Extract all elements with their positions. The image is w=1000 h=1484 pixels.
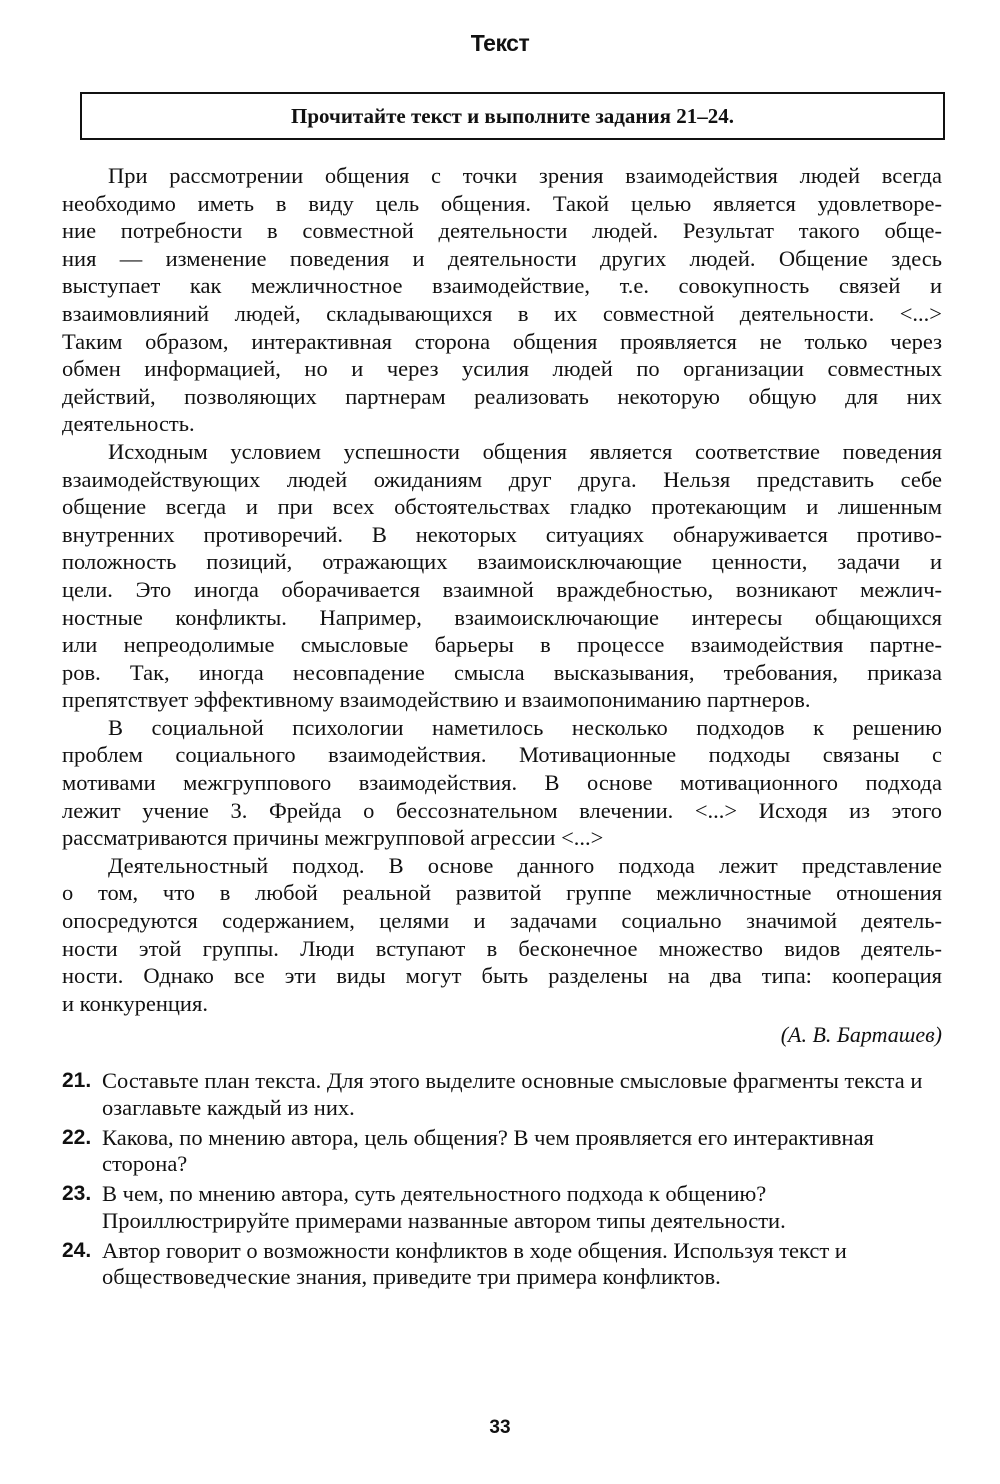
text-line: мотивами межгруппового взаимодействия. В основе мотивационного подхода [62, 770, 942, 796]
questions-list [62, 1068, 942, 1294]
text-line: взаимодействующих людей ожиданиям друг друга. Нельзя представить себе [62, 466, 942, 492]
question-text: Какова, по мнению автора, цель общения? В чем проявляется его интерактивная сторона? [102, 1124, 874, 1176]
text-line: общение всегда и при всех обстоятельствах гладко протекающим и лишенным [62, 494, 942, 520]
text-line: Исходным условием успешности общения является соответствие поведения [108, 438, 942, 464]
question-number: 23. [62, 1182, 92, 1205]
question-text: В чем, по мнению автора, суть деятельностного подхода к общению? Проиллюстрируйте примерами названные автором типы деятельности. [102, 1181, 786, 1233]
text-line: рассматриваются причины межгрупповой агрессии <...> [62, 825, 604, 851]
text-line: ности. Однако все эти виды могут быть разделены на два типа: кооперация [62, 963, 942, 989]
text-line: и конкуренция. [62, 990, 208, 1016]
text-line: взаимовлияний людей, складывающихся в их совместной деятельности. <...> [62, 300, 942, 326]
paragraph [62, 162, 942, 438]
question-item [62, 1238, 942, 1291]
text-line: о том, что в любой реальной развитой группе межличностные отношения [62, 880, 942, 906]
text-line: лежит учение 3. Фрейда о бессознательном влечении. <...> Исходя из этого [62, 797, 942, 823]
text-line: цели. Это иногда оборачивается взаимной враждебностью, возникают межлич- [62, 576, 942, 602]
text-line: проблем социального взаимодействия. Мотивационные подходы связаны с [62, 742, 942, 768]
question-item [62, 1125, 942, 1178]
paragraph [62, 852, 942, 1018]
text-line: опосредуются содержанием, целями и задачами социально значимой деятель- [62, 908, 942, 934]
question-item [62, 1068, 942, 1121]
text-line: необходимо иметь в виду цель общения. Такой целью является удовлетворе- [62, 190, 942, 216]
text-line: ностные конфликты. Например, взаимоисключающие интересы общающихся [62, 604, 942, 630]
text-line: При рассмотрении общения с точки зрения взаимодействия людей всегда [108, 163, 942, 188]
text-line: Таким образом, интерактивная сторона общения проявляется не только через [62, 328, 942, 354]
question-text: Автор говорит о возможности конфликтов в ходе общения. Используя текст и обществоведческие знания, приведите три примера конфликтов. [102, 1237, 847, 1289]
text-line: В социальной психологии наметилось несколько подходов к решению [108, 714, 942, 740]
instruction-text: Прочитайте текст и выполните задания 21–24. [291, 103, 734, 128]
question-number: 22. [62, 1125, 92, 1149]
question-number: 21. [62, 1069, 92, 1092]
question-number: 24. [62, 1238, 92, 1262]
paragraph [62, 714, 942, 852]
main-text [62, 162, 942, 1017]
page-number: 33 [489, 1417, 511, 1438]
text-line: деятельность. [62, 411, 195, 437]
author-attribution: (А. В. Барташев) [780, 1022, 942, 1047]
text-line: ние потребности в совместной деятельности людей. Результат такого обще- [62, 218, 942, 244]
text-line: препятствует эффективному взаимодействию и взаимопониманию партнеров. [62, 687, 811, 713]
text-line: действий, позволяющих партнерам реализовать некоторую общую для них [62, 383, 942, 409]
text-line: выступает как межличностное взаимодействие, т.е. совокупность связей и [62, 273, 942, 299]
text-line: обмен информацией, но и через усилия людей по организации совместных [62, 356, 942, 382]
question-text: Составьте план текста. Для этого выделите основные смысловые фрагменты текста и озаглавьте каждый из них. [102, 1068, 923, 1120]
question-item [62, 1181, 942, 1234]
text-line: ров. Так, иногда несовпадение смысла высказывания, требования, приказа [62, 659, 942, 685]
text-line: внутренних противоречий. В некоторых ситуациях обнаруживается противо- [62, 521, 942, 547]
paragraph [62, 438, 942, 714]
text-line: положность позиций, отражающих взаимоисключающие ценности, задачи и [62, 549, 942, 575]
section-title: Текст [470, 30, 530, 56]
text-line: или непреодолимые смысловые барьеры в процессе взаимодействия партне- [62, 632, 942, 658]
instruction-box [80, 92, 945, 140]
text-line: ности этой группы. Люди вступают в бесконечное множество видов деятель- [62, 935, 942, 961]
text-line: Деятельностный подход. В основе данного подхода лежит представление [108, 852, 942, 878]
text-line: ния — изменение поведения и деятельности других людей. Общение здесь [62, 245, 942, 271]
